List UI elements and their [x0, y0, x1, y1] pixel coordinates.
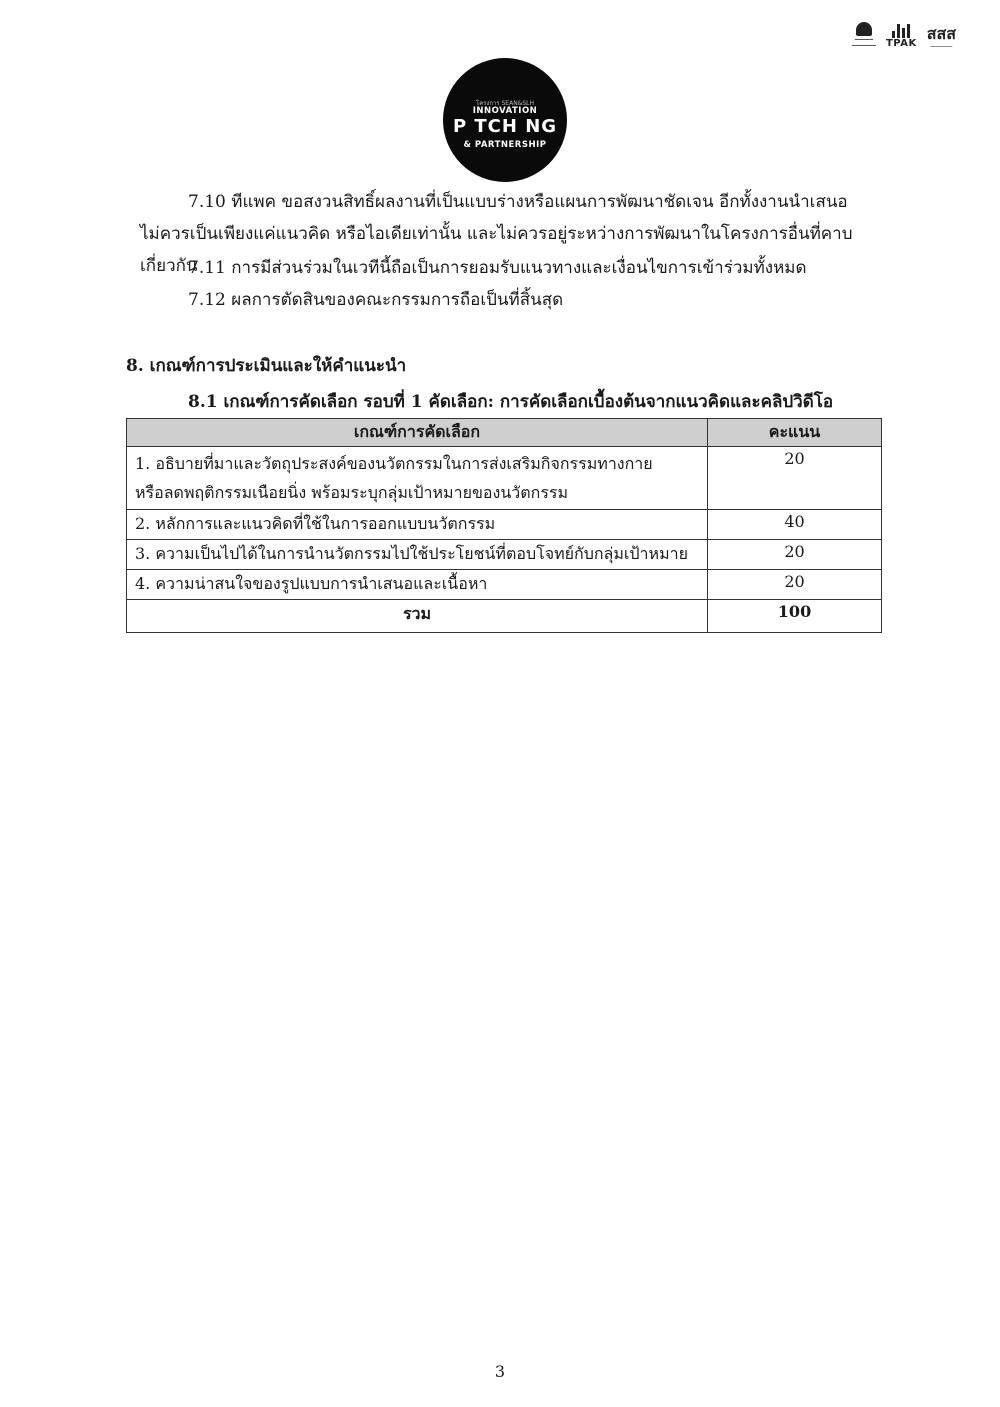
clause-7-10-line1: 7.10 ทีแพค ขอสงวนสิทธิ์ผลงานที่เป็นแบบร่างหรือแผนการพัฒนาชัดเจน อีกทั้งงานนำเสนอ [188, 192, 848, 212]
criteria-cell: 4. ความน่าสนใจของรูปแบบการนำเสนอและเนื้อหา [127, 570, 708, 600]
criteria-column-header: เกณฑ์การคัดเลือก [127, 419, 708, 447]
partner-logos [852, 22, 956, 49]
table-row [127, 570, 882, 600]
innovation-pitching-logo [443, 58, 567, 182]
section-8-heading: 8. เกณฑ์การประเมินและให้คำแนะนำ [126, 356, 407, 376]
table-row [127, 510, 882, 540]
page-number: 3 [494, 1362, 506, 1381]
logo-line-innovation: INNOVATION [472, 106, 538, 116]
logo-line-partnership: & PARTNERSHIP [463, 140, 547, 150]
table-header-row [127, 419, 882, 447]
total-label: รวม [127, 600, 708, 633]
selection-criteria-table [126, 418, 882, 633]
logo-line-pitching: P TCH NG [452, 116, 558, 137]
bar-chart-icon [892, 24, 910, 38]
criteria-cell: 1. อธิบายที่มาและวัตถุประสงค์ของนวัตกรรมในการส่งเสริมกิจกรรมทางกาย หรือลดพฤติกรรมเนือยนิ่ง พร้อมระบุกลุ่มเป้าหมายของนวัตกรรม [127, 447, 708, 510]
table-row [127, 540, 882, 570]
table-total-row [127, 600, 882, 633]
score-cell: 20 [708, 540, 882, 570]
clause-7-11: 7.11 การมีส่วนร่วมในเวทีนี้ถือเป็นการยอมรับแนวทางและเงื่อนไขการเข้าร่วมทั้งหมด [188, 258, 807, 278]
score-cell: 40 [708, 510, 882, 540]
mahidol-university-logo: ━━━━━━ ━━━━━━━━ [852, 22, 876, 49]
clause-7-10-line2: ไม่ควรเป็นเพียงแค่แนวคิด หรือไอเดียเท่านั้น และไม่ควรอยู่ระหว่างการพัฒนาในโครงการอื่นที่คาบเกี่ยวกัน [140, 224, 853, 276]
score-column-header: คะแนน [708, 419, 882, 447]
score-cell: 20 [708, 570, 882, 600]
table-row [127, 447, 882, 510]
criteria-cell: 3. ความเป็นไปได้ในการนำนวัตกรรมไปใช้ประโยชน์ที่ตอบโจทย์กับกลุ่มเป้าหมาย [127, 540, 708, 570]
tpak-logo [886, 24, 917, 49]
clause-7-12: 7.12 ผลการตัดสินของคณะกรรมการถือเป็นที่สิ้นสุด [188, 290, 564, 310]
section-8-1-subheading: 8.1 เกณฑ์การคัดเลือก รอบที่ 1 คัดเลือก: การคัดเลือกเบื้องต้นจากแนวคิดและคลิปวิดีโอ [188, 392, 834, 412]
criteria-cell: 2. หลักการและแนวคิดที่ใช้ในการออกแบบนวัตกรรม [127, 510, 708, 540]
score-cell: 20 [708, 447, 882, 510]
logo-line-project: โครงการ SEAN&SLH [475, 100, 535, 107]
thaihealth-logo-text: สสส [926, 24, 956, 43]
tpak-logo-text: TPAK [885, 38, 917, 49]
university-emblem-icon [856, 22, 872, 36]
total-score: 100 [708, 600, 882, 633]
thaihealth-logo: สสส ━━━━━━━━━ [926, 24, 956, 49]
